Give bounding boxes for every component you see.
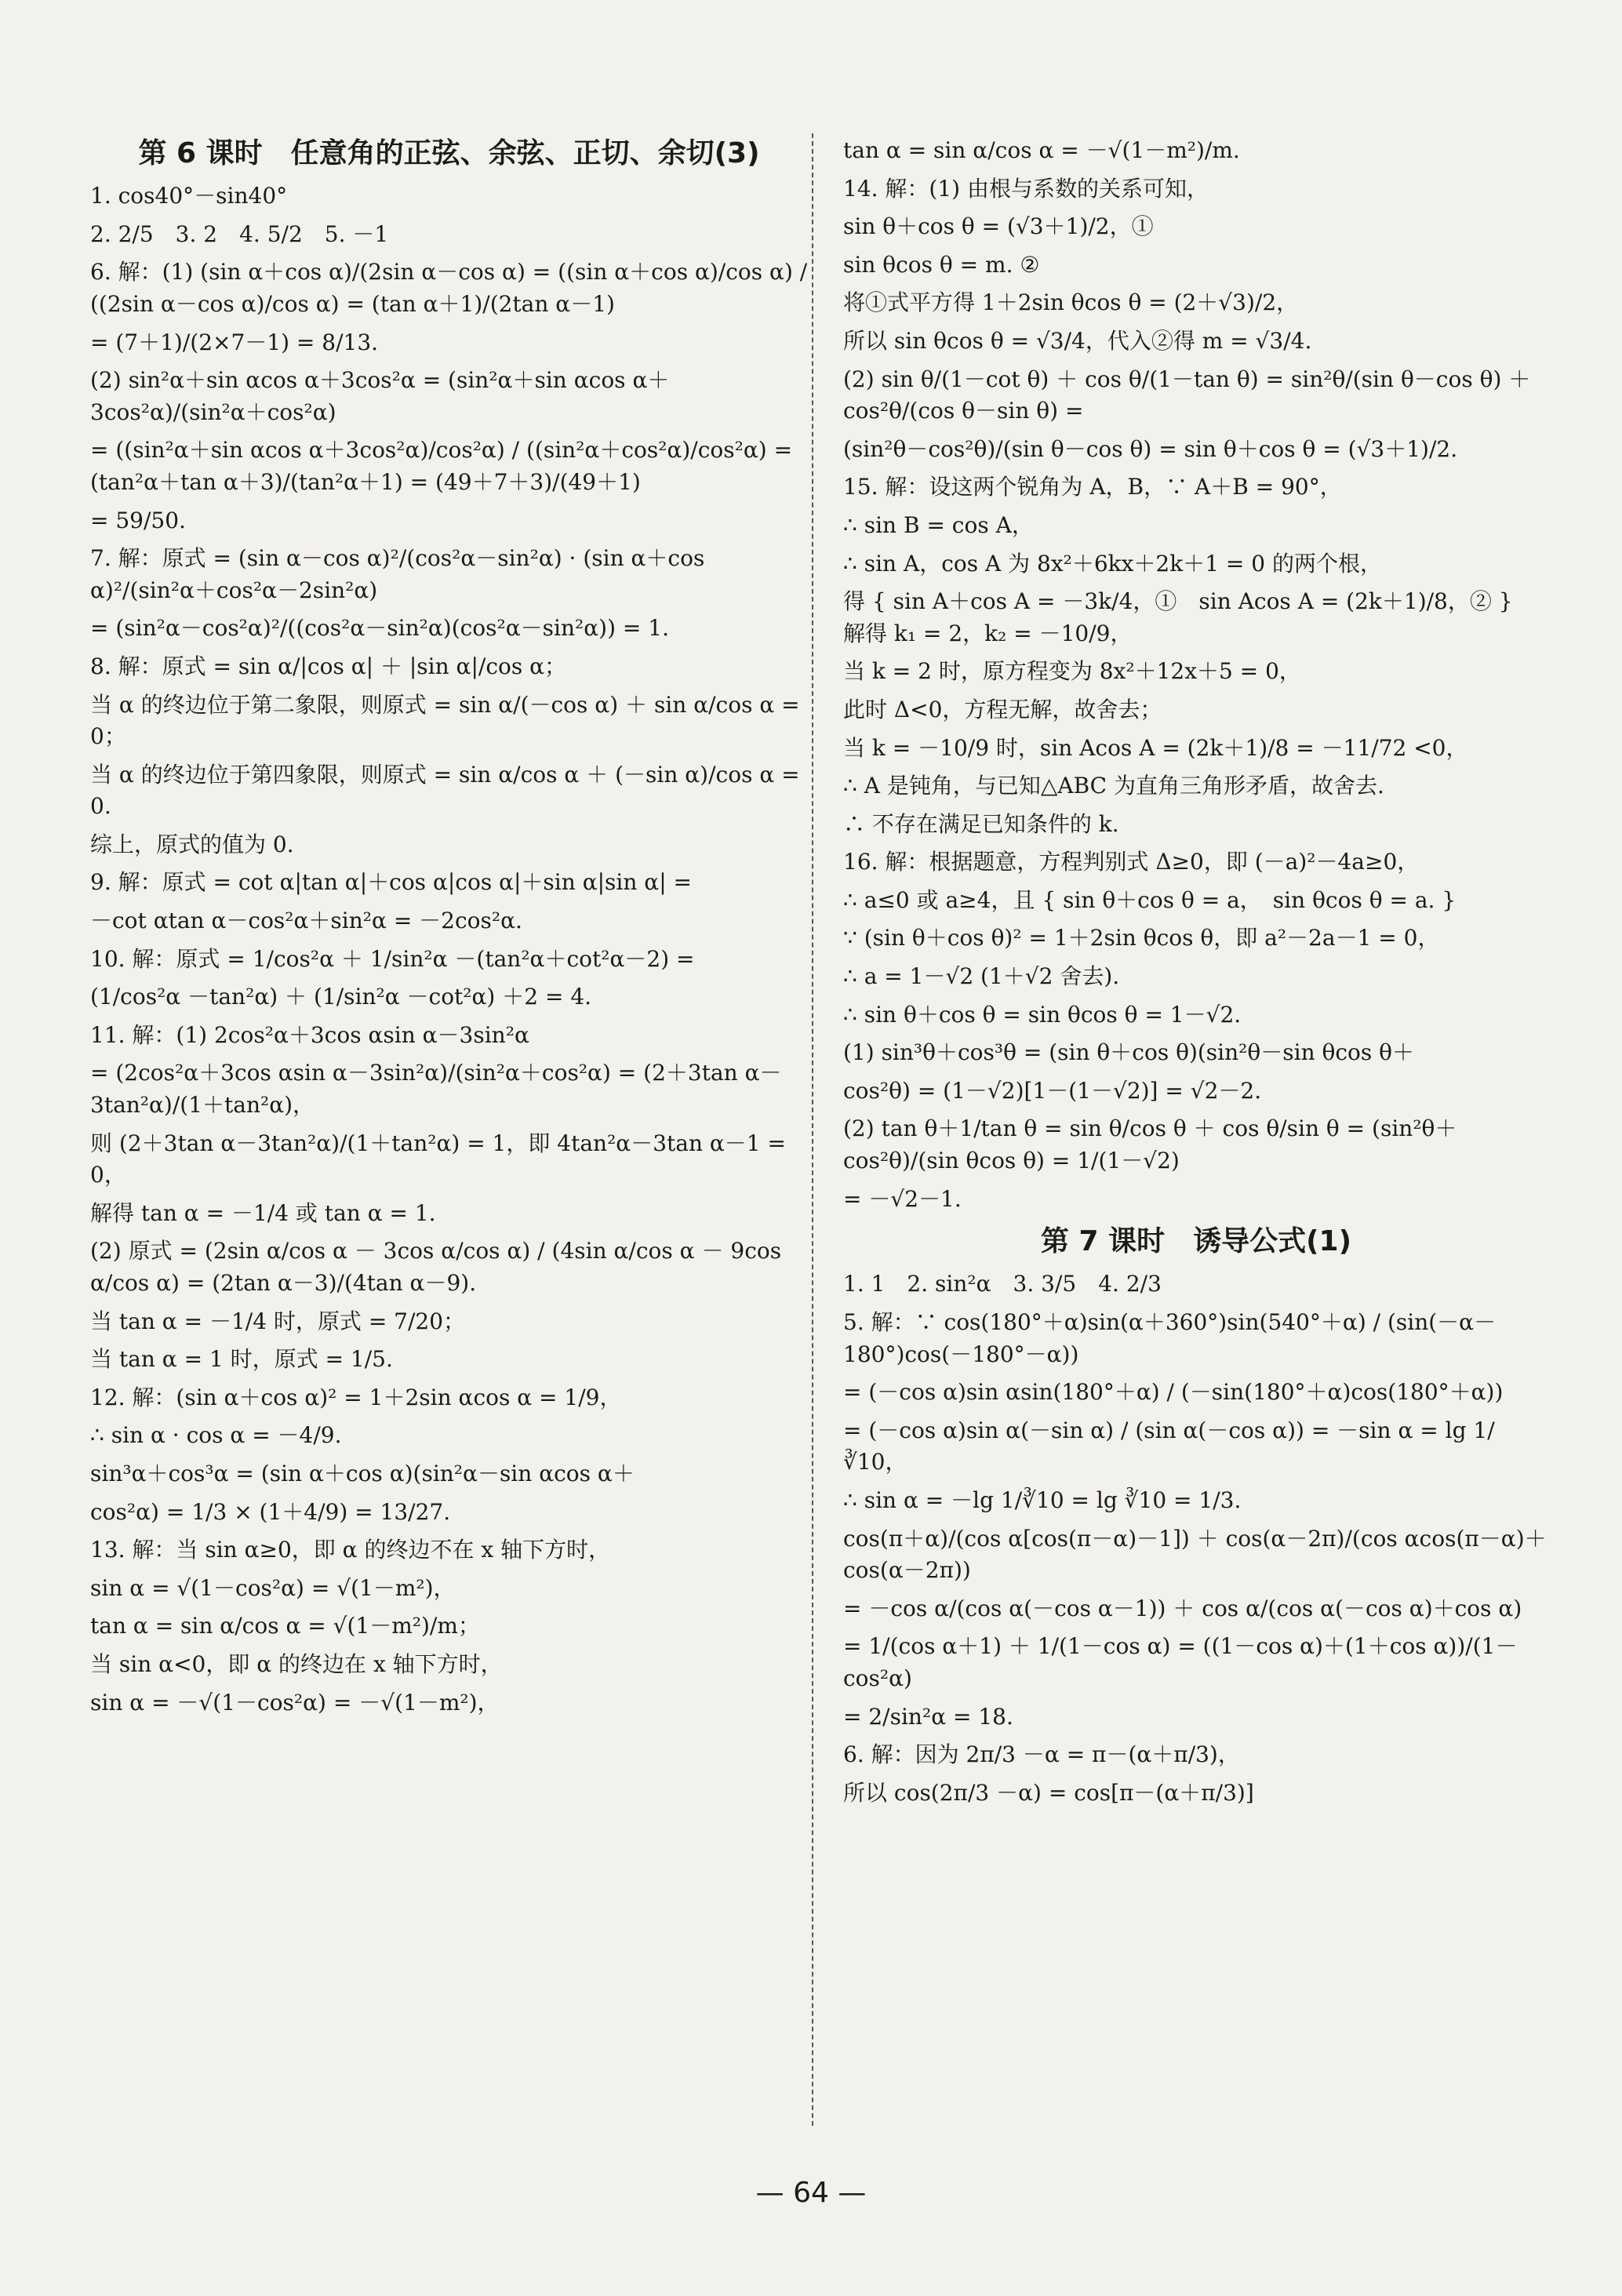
column-divider: [812, 133, 813, 2126]
text-line: 所以 cos(2π/3 －α) = cos[π－(α＋π/3)]: [843, 1779, 1254, 1806]
text-line: = (sin²α－cos²α)²/((cos²α－sin²α)(cos²α－sin²α)) = 1.: [90, 615, 669, 642]
right-column: [843, 133, 1549, 1815]
text-line: = 59/50.: [90, 507, 186, 533]
text-line: = (－cos α)sin α(－sin α) / (sin α(－cos α)) = －sin α = lg 1/∛10，: [843, 1417, 1495, 1475]
text-line: 15. 解：设这两个锐角为 A，B，∵ A＋B = 90°，: [843, 474, 1342, 500]
text-line: 当 tan α = －1/4 时，原式 = 7/20；: [90, 1308, 466, 1334]
text-line: 当 k = －10/9 时，sin Acos A = (2k＋1)/8 = －11/72 <0，: [843, 734, 1468, 761]
text-line: 得 { sin A＋cos A = －3k/4，① sin Acos A = (2k＋1)/8，② } 解得 k₁ = 2，k₂ = －10/9，: [843, 588, 1535, 646]
text-line: sin θcos θ = m. ②: [843, 251, 1040, 278]
text-line: ∴ sin θ＋cos θ = sin θcos θ = 1－√2.: [843, 1001, 1242, 1028]
text-line: 11. 解：(1) 2cos²α＋3cos αsin α－3sin²α: [90, 1021, 529, 1048]
text-line: = (7＋1)/(2×7－1) = 8/13.: [90, 329, 379, 355]
text-line: 5. 解：∵ cos(180°＋α)sin(α＋360°)sin(540°＋α) / (sin(－α－180°)cos(－180°－α)): [843, 1309, 1497, 1367]
text-line: ∴ sin α · cos α = －4/9.: [90, 1422, 342, 1449]
page-number: — 64 —: [755, 2177, 867, 2209]
text-line: tan α = sin α/cos α = √(1－m²)/m；: [90, 1613, 480, 1639]
text-line: ∴ sin B = cos A，: [843, 511, 1034, 538]
text-line: 当 k = 2 时，原方程变为 8x²＋12x＋5 = 0，: [843, 658, 1301, 685]
text-line: 6. 解：(1) (sin α＋cos α)/(2sin α－cos α) = ((sin α＋cos α)/cos α) / ((2sin α－cos α)/cos α) = (tan α＋1)/(2tan α－1): [90, 259, 815, 317]
text-line: = (－cos α)sin αsin(180°＋α) / (－sin(180°＋α)cos(180°＋α)): [843, 1379, 1504, 1406]
text-line: 9. 解：原式 = cot α|tan α|＋cos α|cos α|＋sin α|sin α| =: [90, 869, 692, 896]
text-line: (sin²θ－cos²θ)/(sin θ－cos θ) = sin θ＋cos θ = (√3＋1)/2.: [843, 435, 1458, 462]
text-line: 14. 解：(1) 由根与系数的关系可知，: [843, 175, 1209, 202]
text-line: 当 α 的终边位于第二象限，则原式 = sin α/(－cos α) ＋ sin α/cos α = 0；: [90, 691, 807, 750]
text-line: sin α = －√(1－cos²α) = －√(1－m²)，: [90, 1689, 500, 1716]
right-top-body: [843, 135, 1549, 1215]
text-line: ∵ (sin θ＋cos θ)² = 1＋2sin θcos θ，即 a²－2a－1 = 0，: [843, 925, 1440, 952]
section-title-6: 第 6 课时 任意角的正弦、余弦、正切、余切(3): [138, 137, 760, 169]
text-line: tan α = sin α/cos α = －√(1－m²)/m.: [843, 137, 1240, 163]
text-line: = 1/(cos α＋1) ＋ 1/(1－cos α) = ((1－cos α)＋(1＋cos α))/(1－cos²α): [843, 1633, 1518, 1691]
text-line: 6. 解：因为 2π/3 －α = π－(α＋π/3)，: [843, 1741, 1240, 1768]
text-line: = －cos α/(cos α(－cos α－1)) ＋ cos α/(cos α(－cos α)＋cos α): [843, 1595, 1522, 1621]
text-line: (2) 原式 = (2sin α/cos α － 3cos α/cos α) / (4sin α/cos α － 9cos α/cos α) = (2tan α－3)/(4tan α－9).: [90, 1238, 789, 1296]
section6-body: [90, 180, 815, 1719]
text-line: (1) sin³θ＋cos³θ = (sin θ＋cos θ)(sin²θ－sin θcos θ＋: [843, 1039, 1415, 1066]
text-line: (2) tan θ＋1/tan θ = sin θ/cos θ ＋ cos θ/sin θ = (sin²θ＋cos²θ)/(sin θcos θ) = 1/(1－√2): [843, 1115, 1457, 1174]
text-line: = 2/sin²α = 18.: [843, 1703, 1013, 1730]
text-line: ∴ sin α = －lg 1/∛10 = lg ∛10 = 1/3.: [843, 1486, 1242, 1513]
section7-body: [843, 1268, 1549, 1809]
text-line: 解得 tan α = －1/4 或 tan α = 1.: [90, 1199, 436, 1226]
text-line: ∴ a = 1－√2 (1＋√2 舍去).: [843, 963, 1120, 990]
text-line: 8. 解：原式 = sin α/|cos α| ＋ |sin α|/cos α；: [90, 653, 567, 679]
text-line: sin³α＋cos³α = (sin α＋cos α)(sin²α－sin αcos α＋: [90, 1460, 635, 1486]
text-line: ∴ 不存在满足已知条件的 k.: [843, 810, 1119, 837]
text-line: = (2cos²α＋3cos αsin α－3sin²α)/(sin²α＋cos²α) = (2＋3tan α－3tan²α)/(1＋tan²α)，: [90, 1060, 782, 1119]
text-line: cos²α) = 1/3 × (1＋4/9) = 13/27.: [90, 1498, 451, 1525]
text-line: 12. 解：(sin α＋cos α)² = 1＋2sin αcos α = 1/9，: [90, 1384, 622, 1410]
text-line: = －√2－1.: [843, 1185, 962, 1212]
text-line: 1. 1 2. sin²α 3. 3/5 4. 2/3: [843, 1271, 1162, 1297]
text-line: 1. cos40°－sin40°: [90, 183, 288, 209]
text-line: 10. 解：原式 = 1/cos²α ＋ 1/sin²α －(tan²α＋cot²α－2) =: [90, 945, 695, 972]
left-column: [90, 133, 815, 1725]
text-line: (2) sin²α＋sin αcos α＋3cos²α = (sin²α＋sin αcos α＋3cos²α)/(sin²α＋cos²α): [90, 367, 670, 425]
text-line: sin α = √(1－cos²α) = √(1－m²)，: [90, 1574, 456, 1601]
text-line: 当 tan α = 1 时，原式 = 1/5.: [90, 1346, 393, 1373]
text-line: 将①式平方得 1＋2sin θcos θ = (2＋√3)/2，: [843, 289, 1299, 316]
text-line: 则 (2＋3tan α－3tan²α)/(1＋tan²α) = 1，即 4tan²α－3tan α－1 = 0，: [90, 1130, 793, 1188]
text-line: 此时 Δ<0，方程无解，故舍去；: [843, 696, 1162, 722]
text-line: －cot αtan α－cos²α＋sin²α = －2cos²α.: [90, 908, 522, 934]
text-line: cos(π＋α)/(cos α[cos(π－α)－1]) ＋ cos(α－2π)/(cos αcos(π－α)＋cos(α－2π)): [843, 1525, 1547, 1584]
text-line: 当 sin α<0，即 α 的终边在 x 轴下方时，: [90, 1650, 503, 1677]
text-line: 当 α 的终边位于第四象限，则原式 = sin α/cos α ＋ (－sin α)/cos α = 0.: [90, 761, 807, 820]
text-line: sin θ＋cos θ = (√3＋1)/2，①: [843, 213, 1154, 240]
text-line: ∴ A 是钝角，与已知△ABC 为直角三角形矛盾，故舍去.: [843, 773, 1384, 799]
text-line: ∴ a≤0 或 a≥4，且 { sin θ＋cos θ = a， sin θcos θ = a. }: [843, 886, 1457, 913]
text-line: 2. 2/5 3. 2 4. 5/2 5. －1: [90, 220, 389, 247]
text-line: 所以 sin θcos θ = √3/4，代入②得 m = √3/4.: [843, 327, 1312, 354]
text-line: ∴ sin A，cos A 为 8x²＋6kx＋2k＋1 = 0 的两个根，: [843, 550, 1382, 577]
text-line: cos²θ) = (1－√2)[1－(1－√2)] = √2－2.: [843, 1077, 1262, 1104]
text-line: = ((sin²α＋sin αcos α＋3cos²α)/cos²α) / ((sin²α＋cos²α)/cos²α) = (tan²α＋tan α＋3)/(tan²α＋1) = (49＋7＋3)/(49＋1): [90, 437, 799, 495]
text-line: 7. 解：原式 = (sin α－cos α)²/(cos²α－sin²α) · (sin α＋cos α)²/(sin²α＋cos²α－2sin²α): [90, 545, 712, 603]
text-line: (1/cos²α －tan²α) ＋ (1/sin²α －cot²α) ＋2 = 4.: [90, 984, 592, 1010]
text-line: 16. 解：根据题意，方程判别式 Δ≥0，即 (－a)²－4a≥0，: [843, 849, 1420, 875]
section-title-7: 第 7 课时 诱导公式(1): [1040, 1225, 1352, 1258]
text-line: 13. 解：当 sin α≥0，即 α 的终边不在 x 轴下方时，: [90, 1537, 611, 1563]
text-line: (2) sin θ/(1－cot θ) ＋ cos θ/(1－tan θ) = sin²θ/(sin θ－cos θ) ＋ cos²θ/(cos θ－sin θ) =: [843, 366, 1538, 424]
text-line: 综上，原式的值为 0.: [90, 831, 294, 857]
